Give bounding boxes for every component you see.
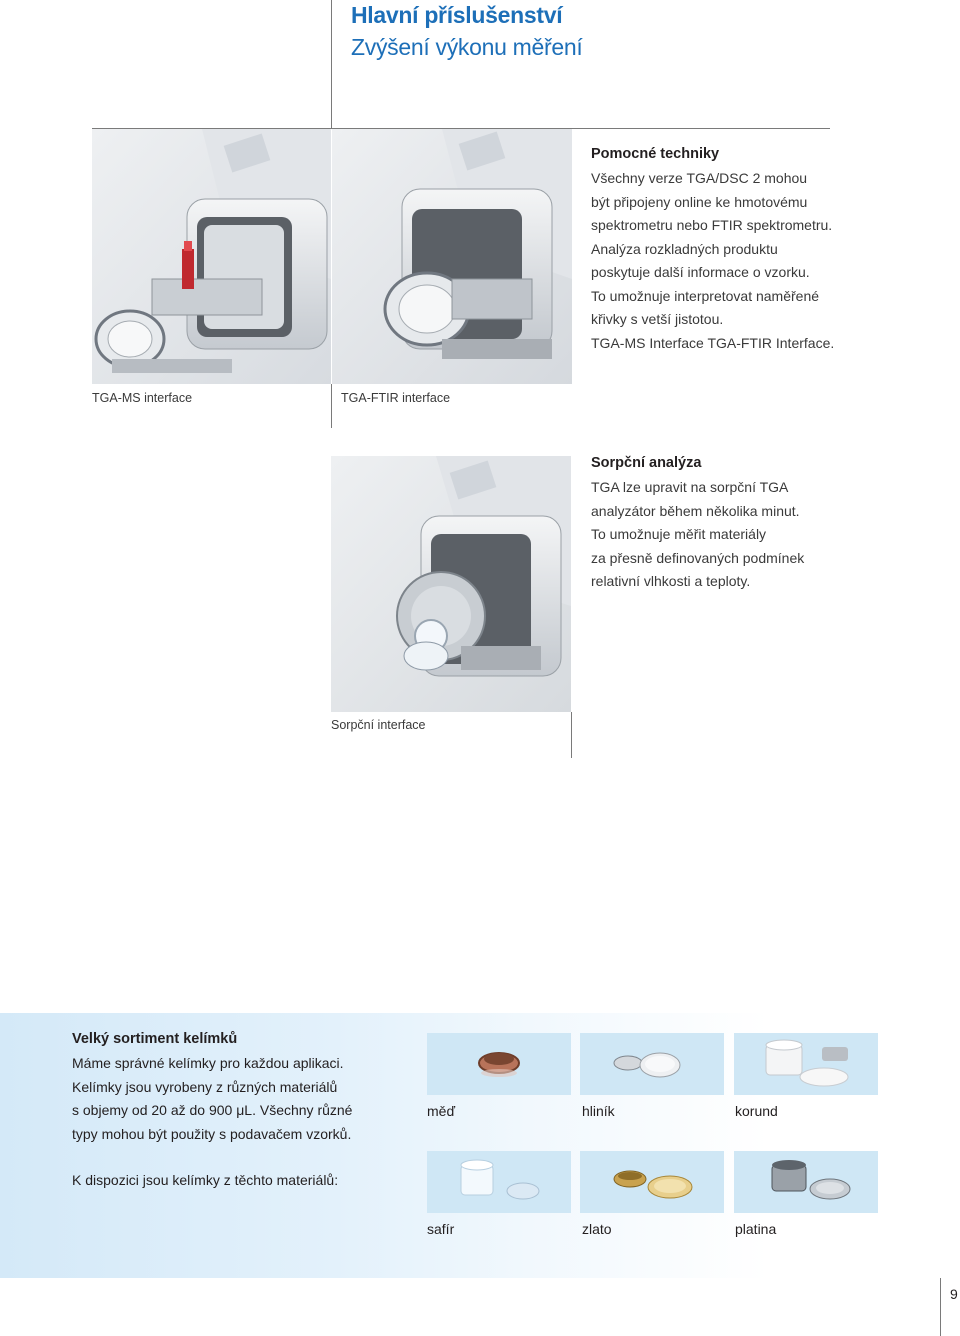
crucibles-title: Velký sortiment kelímků [72,1031,238,1047]
tga-ms-caption: TGA-MS interface [92,391,193,405]
tga-ms-interface-photo [92,129,331,384]
material-label-gold: zlato [582,1221,612,1237]
sorption-line: relativní vlhkosti a teploty. [591,573,751,589]
aux-techniques-line: být připojeny online ke hmotovému [591,193,808,210]
sorption-line: TGA lze upravit na sorpční TGA [591,479,789,495]
page-number-divider [940,1278,941,1336]
page-subtitle: Zvýšení výkonu měření [351,34,583,60]
crucible-sapphire-image [427,1151,571,1213]
crucible-aluminium-image [580,1033,724,1095]
aux-techniques-line: To umožnuje interpretovat naměřené [591,287,820,304]
tga-ftir-caption: TGA-FTIR interface [341,391,451,405]
crucibles-line: Kelímky jsou vyrobeny z různých materiálů [72,1078,338,1095]
sorption-line: To umožnuje měřit materiály [591,526,767,542]
aux-techniques-text [591,167,834,355]
aux-techniques-line: spektrometru nebo FTIR spektrometru. [591,217,833,233]
sorption-divider-line [571,712,572,758]
aux-techniques-line: Analýza rozkladných produktu [591,240,778,257]
header-divider-line [331,0,332,128]
crucible-platinum-image [734,1151,878,1213]
page-title: Hlavní příslušenství [351,2,563,28]
crucible-gold-image [580,1151,724,1213]
aux-techniques-line: křivky s vetší jistotou. [591,311,724,327]
materials-intro: K dispozici jsou kelímky z těchto materiálů: [72,1172,339,1188]
material-label-sapphire: safír [427,1221,455,1237]
sorption-caption: Sorpční interface [331,718,426,732]
material-label-copper: měď [427,1103,456,1119]
crucible-corundum-image [734,1033,878,1095]
aux-techniques-line: poskytuje další informace o vzorku. [591,264,810,280]
sorption-interface-photo [331,456,571,712]
tga-ftir-interface-photo [332,129,572,384]
material-label-aluminium: hliník [582,1103,615,1119]
crucibles-line: Máme správné kelímky pro každou aplikaci. [72,1055,344,1071]
page-number: 9 [950,1286,958,1302]
crucibles-line: typy mohou být použity s podavačem vzorků. [72,1125,352,1142]
sorption-text [591,476,804,594]
aux-techniques-line: TGA-MS Interface TGA-FTIR Interface. [591,334,835,351]
sorption-line: za přesně definovaných podmínek [591,549,805,566]
aux-techniques-line: Všechny verze TGA/DSC 2 mohou [591,170,808,186]
caption-divider-line [331,384,332,428]
crucible-copper-image [427,1033,571,1095]
material-label-platinum: platina [735,1221,777,1237]
crucibles-text [72,1052,352,1146]
aux-techniques-title: Pomocné techniky [591,146,720,162]
sorption-line: analyzátor během několika minut. [591,502,800,519]
crucibles-line: s objemy od 20 až do 900 μL. Všechny různé [72,1102,353,1118]
material-label-corundum: korund [735,1103,778,1119]
sorption-title: Sorpční analýza [591,455,702,471]
